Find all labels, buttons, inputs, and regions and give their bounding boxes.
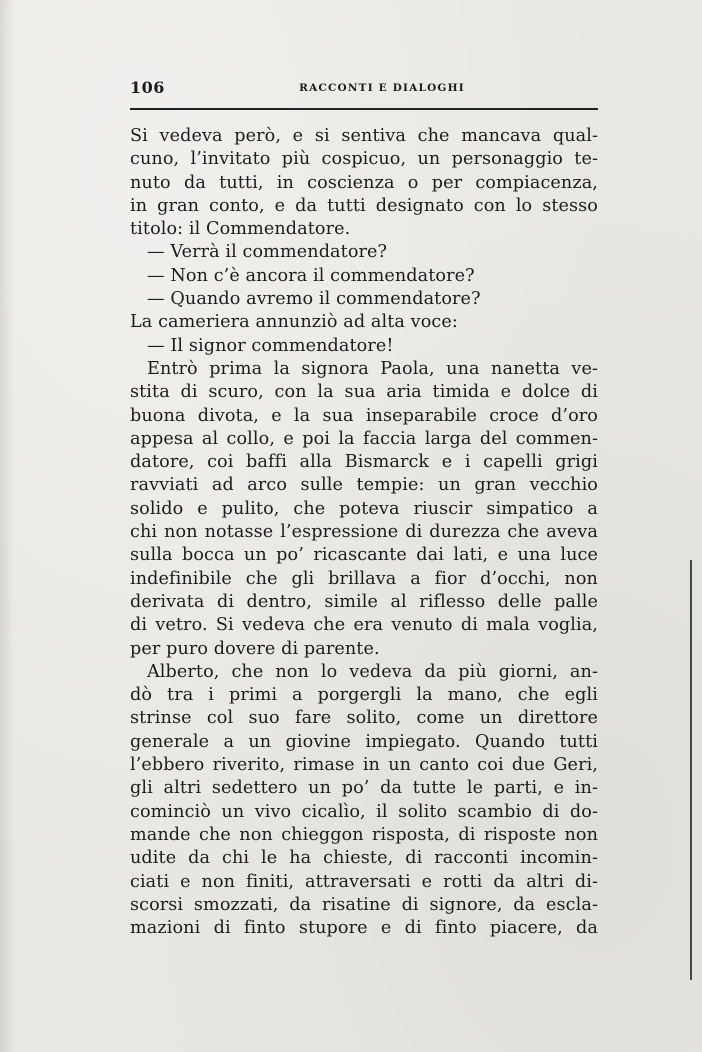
- text-line: strinse col suo fare solito, come un direttore: [130, 708, 598, 729]
- text-line: cominciò un vivo cicalìo, il solito scambio di do-: [130, 801, 598, 822]
- text-line: La cameriera annunziò ad alta voce:: [130, 312, 458, 333]
- binding-shadow: [0, 0, 14, 1052]
- text-line: l’ebbero riverito, rimase in un canto coi due Geri,: [130, 755, 598, 776]
- text-line: ciati e non finiti, attraversati e rotti da altri di-: [130, 871, 598, 892]
- text-line: stita di scuro, con la sua aria timida e dolce di: [130, 382, 598, 403]
- text-line: chi non notasse l’espressione di durezza che aveva: [130, 522, 598, 543]
- text-line: datore, coi baffi alla Bismarck e i capelli grigi: [130, 452, 598, 473]
- text-line: mande che non chieggon risposta, di risposte non: [130, 824, 598, 845]
- text-line: cuno, l’invitato più cospicuo, un personaggio te-: [130, 149, 598, 170]
- dialogue-line: — Verrà il commendatore?: [147, 242, 388, 263]
- text-line: scorsi smozzati, da risatine di signore, da escla-: [130, 894, 598, 915]
- text-line: buona divota, e la sua inseparabile croce d’oro: [130, 405, 598, 426]
- text-line: sulla bocca un po’ ricascante dai lati, e una luce: [130, 545, 598, 566]
- text-line: gli altri sedettero un po’ da tutte le parti, e in-: [130, 778, 598, 799]
- text-line: titolo: il Commendatore.: [130, 219, 351, 240]
- text-line: Alberto, che non lo vedeva da più giorni, an-: [147, 661, 598, 682]
- margin-mark: [690, 560, 692, 980]
- text-line: per puro dovere di parente.: [130, 638, 380, 659]
- text-line: in gran conto, e da tutti designato con lo stesso: [130, 195, 598, 216]
- text-line: nuto da tutti, in coscienza o per compiacenza,: [130, 172, 598, 193]
- text-line: mazioni di finto stupore e di finto piacere, da: [130, 918, 598, 939]
- body-text: [130, 125, 598, 940]
- dialogue-line: — Non c’è ancora il commendatore?: [147, 265, 475, 286]
- text-line: indefinibile che gli brillava a fior d’occhi, non: [130, 568, 598, 589]
- text-line: derivata di dentro, simile al riflesso delle palle: [130, 591, 598, 612]
- text-line: solido e pulito, che poteva riuscir simpatico a: [130, 498, 598, 519]
- text-line: dò tra i primi a porgergli la mano, che egli: [130, 685, 598, 706]
- text-line: Si vedeva però, e si sentiva che mancava qual-: [130, 126, 598, 146]
- page-header: [130, 78, 598, 100]
- text-line: Entrò prima la signora Paola, una nanetta ve-: [147, 358, 598, 379]
- running-title: RACCONTI E DIALOGHI: [299, 82, 465, 94]
- header-rule: [130, 108, 598, 110]
- text-line: generale a un giovine impiegato. Quando tutti: [130, 731, 598, 752]
- text-line: ravviati ad arco sulle tempie: un gran vecchio: [130, 475, 598, 496]
- text-line: udite da chi le ha chieste, di racconti incomin-: [130, 848, 598, 869]
- dialogue-line: — Il signor commendatore!: [147, 335, 394, 356]
- dialogue-line: — Quando avremo il commendatore?: [147, 289, 481, 310]
- text-line: di vetro. Si vedeva che era venuto di mala voglia,: [130, 615, 598, 636]
- page-number: 106: [130, 78, 165, 97]
- text-line: appesa al collo, e poi la faccia larga del commen-: [130, 428, 598, 449]
